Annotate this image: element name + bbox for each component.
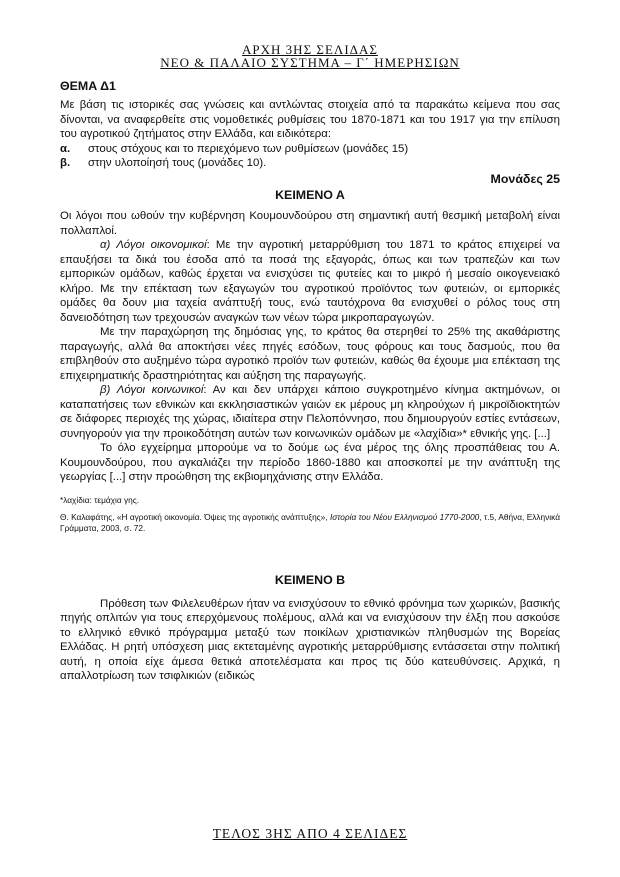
social-reasons-label: β) Λόγοι κοινωνικοί bbox=[100, 384, 204, 396]
footnote: *λαχίδια: τεμάχια γης. bbox=[60, 494, 140, 505]
source-citation bbox=[60, 512, 560, 535]
text-a-paragraph bbox=[60, 383, 560, 441]
question-label: α. bbox=[60, 142, 71, 155]
theme-marks: Μονάδες 25 bbox=[490, 171, 560, 186]
citation-author: Θ. Καλαφάτης, «Η αγροτική οικονομία. Όψεις της αγροτικής ανάπτυξης», bbox=[60, 511, 330, 522]
text-a-paragraph-body: : Με την αγροτική μεταρρύθμιση του 1871 το κράτος επιχειρεί να επαυξήσει τα δικά του έσοδα από τα ποσά της εξαγοράς, όπως και των τραπεζών και των εμπορικών ομάδων, καθώς έρχεται να ενισχύσει τις φυτείες και το μικρό ή μεσαίο οικογενειακό κλήρο. Με την επέκταση των εξαγωγών του αγροτικού προϊόντος των φυτειών, οι εμπορικές ομάδες θα δουν μια ταχεία ανάπτυξή τους, ενώ ταυτόχρονα θα ενισχυθεί ο ρόλος τους στη δανειοδότηση των τρεχουσών αναγκών των νέων τώρα μικροπαραγωγών. bbox=[60, 239, 560, 324]
citation-details: , τ.5, Αθήνα, Ελληνικά Γράμματα, 2003, σ. 72. bbox=[60, 511, 560, 534]
page-footer: ΤΕΛΟΣ 3ΗΣ ΑΠΟ 4 ΣΕΛΙΔΕΣ bbox=[212, 826, 408, 841]
page-header-system: ΝΕΟ & ΠΑΛΑΙΟ ΣΥΣΤΗΜΑ – Γ΄ ΗΜΕΡΗΣΙΩΝ bbox=[160, 55, 460, 70]
question-item-a bbox=[60, 142, 560, 157]
theme-intro: Με βάση τις ιστορικές σας γνώσεις και αντλώντας στοιχεία από τα παρακάτω κείμενα που σας δίνονται, να αναφερθείτε στις νομοθετικές ρυθμίσεις του 1870-1871 και του 1917 για την επίλυση του αγροτικού ζητήματος στην Ελλάδα, και ειδικότερα: bbox=[60, 99, 560, 140]
text-a-paragraph-body: : Αν και δεν υπάρχει κάποιο συγκροτημένο κίνημα ακτημόνων, οι καταπατήσεις των εθνικών και εκκλησιαστικών γαιών εκ μέρους μη κληρούχων ή μικροϊδιοκτητών σε διάφορες περιοχές της χώρας, ιδιαίτερα στην Πελοπόννησο, που δημιουργούν εστίες εντάσεων, συνηγορούν για την προικοδότηση αυτών των κοινωνικών ομάδων με «λαχίδια»* εθνικής γης. [...] bbox=[60, 384, 560, 440]
economic-reasons-label: α) Λόγοι οικονομικοί bbox=[100, 239, 207, 251]
question-label: β. bbox=[60, 157, 71, 169]
citation-book-title: Ιστορία του Νέου Ελληνισμού 1770-2000 bbox=[329, 511, 480, 522]
text-b-paragraph: Πρόθεση των Φιλελευθέρων ήταν να ενισχύσουν το εθνικό φρόνημα των χωρικών, βασικής πηγής οπλιτών για τους επερχόμενους πολέμους, αλλά και να ενισχύσουν την έλξη που ασκούσε το ελληνικό εθνικό πρόγραμμα μεταξύ των ποικίλων χριστιανικών πληθυσμών της Βορείας Ελλάδας. Η ρητή υπόσχεση μιας εκτεταμένης αγροτικής μεταρρύθμισης εντάσσεται στην πολιτική αυτή, η οποία είχε άμεσα θετικά αποτελέσματα και προς τις δύο κατευθύνσεις. Αρχικά, η απαλλοτρίωση των τσιφλικιών (ειδικώς bbox=[60, 597, 560, 683]
text-a-title: ΚΕΙΜΕΝΟ Α bbox=[275, 188, 345, 202]
page-header-start: ΑΡΧΗ 3ΗΣ ΣΕΛΙΔΑΣ bbox=[242, 42, 378, 57]
text-b-title: ΚΕΙΜΕΝΟ Β bbox=[274, 572, 346, 587]
text-a-paragraph: Με την παραχώρηση της δημόσιας γης, το κράτος θα στερηθεί το 25% της ακαθάριστης παραγωγής, αλλά θα αποκτήσει νέες πηγές εσόδων, τους φόρους και τους δασμούς, που θα επιβληθούν στο αυξημένο τώρα αγροτικό προϊόν των φυτειών, καθώς θα έχουμε μια επέκταση της επιχειρηματικής δραστηριότητας και αύξηση της παραγωγής. bbox=[60, 326, 560, 382]
question-text: στους στόχους και το περιεχόμενο των ρυθμίσεων (μονάδες 15) bbox=[88, 142, 409, 155]
question-item-b bbox=[60, 156, 560, 171]
document-body bbox=[60, 75, 560, 684]
text-a-paragraph bbox=[60, 238, 560, 325]
question-text: στην υλοποίησή τους (μονάδες 10). bbox=[88, 157, 267, 169]
text-a-paragraph: Οι λόγοι που ωθούν την κυβέρνηση Κουμουνδούρου στη σημαντική αυτή θεσμική μεταβολή είναι πολλαπλοί. bbox=[60, 210, 560, 237]
text-a-paragraph: Το όλο εγχείρημα μπορούμε να το δούμε ως ένα μέρος της όλης προσπάθειας του Α. Κουμουνδούρου, που αγκαλιάζει την περίοδο 1860-1880 και αποσκοπεί με την ανάπτυξη της γεωργίας [...] στην προώθηση της εκβιομηχάνισης στην Ελλάδα. bbox=[60, 442, 560, 483]
theme-title: ΘΕΜΑ Δ1 bbox=[60, 79, 116, 93]
